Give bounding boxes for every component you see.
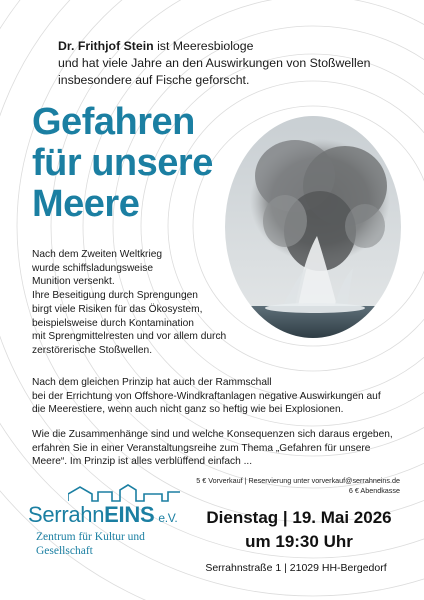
- logo-subtitle-line-2: Gesellschaft: [36, 544, 93, 557]
- paragraph-history: [32, 248, 242, 358]
- event-time: um 19:30 Uhr: [245, 532, 353, 551]
- ticket-box-office: 6 € Abendkasse: [348, 486, 400, 495]
- paragraph-line: erfahren Sie in einer Veranstaltungsreihe zum Thema „Gefahren für unsere: [32, 442, 371, 454]
- intro-line-2: und hat viele Jahre an den Auswirkungen von Stoßwellen: [58, 56, 371, 70]
- paragraph-line: bei der Errichtung von Offshore-Windkraftanlagen negative Auswirkungen auf: [32, 390, 381, 402]
- paragraph-line: zerstörerische Stoßwellen.: [32, 344, 153, 356]
- paragraph-ramming-noise: [32, 376, 402, 417]
- event-address: Serrahnstraße 1 | 21029 HH-Bergedorf: [205, 562, 387, 574]
- paragraph-event-series: [32, 428, 402, 469]
- logo-wordmark: [28, 502, 177, 528]
- paragraph-line: Nach dem gleichen Prinzip hat auch der Rammschall: [32, 377, 272, 388]
- headline: [32, 102, 252, 225]
- paragraph-line: mit Sprengmittelresten und vor allem durch: [32, 331, 227, 343]
- intro-text: [58, 38, 388, 89]
- paragraph-line: Munition versenkt.: [32, 276, 115, 288]
- serrahneins-logo: [28, 484, 198, 584]
- ticket-presale: 5 € Vorverkauf | Reservierung unter vorverkauf@serrahneins.de: [196, 476, 400, 485]
- roofline-icon: [68, 484, 180, 502]
- event-date: Dienstag | 19. Mai 2026: [206, 508, 392, 527]
- ticket-info: [196, 476, 400, 496]
- speaker-name: Dr. Frithjof Stein: [58, 39, 154, 53]
- headline-line-1: Gefahren: [32, 101, 195, 143]
- paragraph-line: beispielsweise durch Kontamination: [32, 317, 194, 329]
- headline-line-2: für unsere: [32, 142, 213, 184]
- logo-suffix: e.V.: [158, 511, 178, 525]
- intro-line-1: ist Meeresbiologe: [153, 39, 254, 53]
- intro-line-3: insbesondere auf Fische geforscht.: [58, 73, 250, 87]
- paragraph-line: Wie die Zusammenhänge sind und welche Konsequenzen sich daraus ergeben,: [32, 429, 393, 440]
- paragraph-line: Meere“. Im Prinzip ist alles verblüffend einfach ...: [32, 456, 253, 468]
- logo-name-bold: EINS: [104, 502, 155, 527]
- paragraph-line: birgt viele Risiken für das Ökosystem,: [32, 303, 203, 315]
- paragraph-line: Nach dem Zweiten Weltkrieg: [32, 249, 163, 260]
- logo-name-light: Serrahn: [28, 502, 105, 527]
- paragraph-line: wurde schiffsladungsweise: [32, 262, 153, 274]
- logo-subtitle-line-1: Zentrum für Kultur und: [36, 531, 145, 543]
- paragraph-line: die Meerestiere, wenn auch nicht ganz so heftig wie bei Explosionen.: [32, 404, 344, 416]
- paragraph-line: Ihre Beseitigung durch Sprengungen: [32, 290, 198, 302]
- headline-line-3: Meere: [32, 183, 140, 225]
- logo-subtitle: [36, 531, 145, 558]
- underwater-explosion-photo: [225, 116, 401, 338]
- event-datetime: [194, 506, 404, 554]
